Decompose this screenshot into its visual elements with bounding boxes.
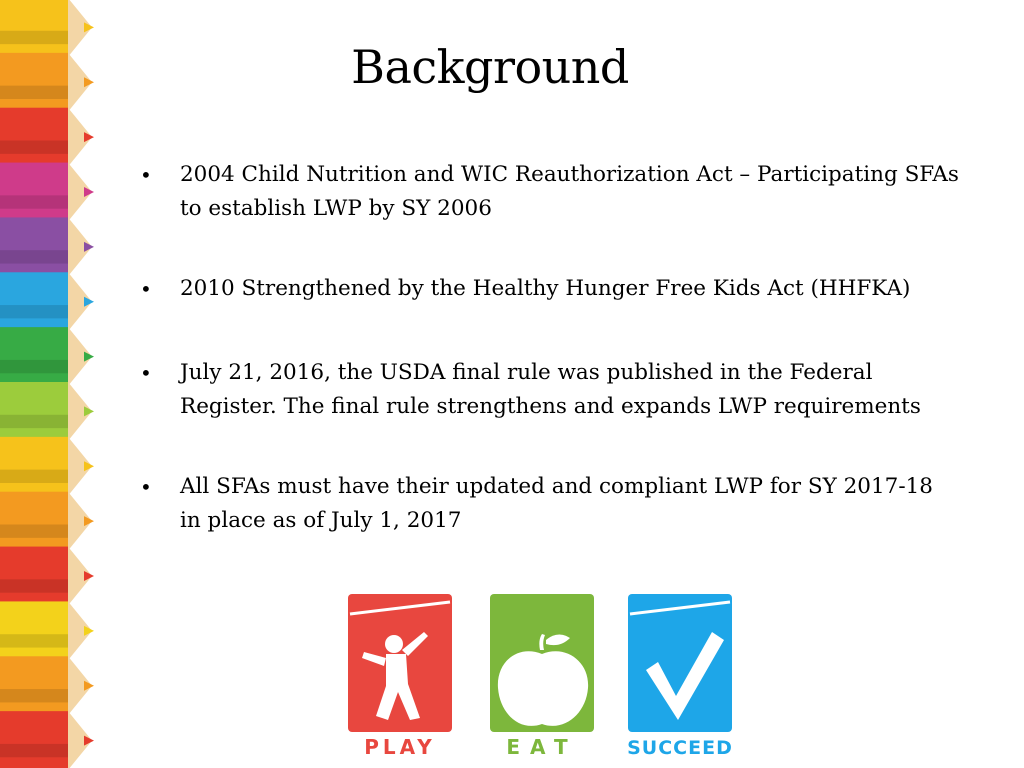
- bullet-icon: •: [140, 277, 152, 301]
- pencil-icon: [0, 711, 94, 768]
- bullet-list: [140, 158, 960, 584]
- bullet-item: [140, 272, 960, 306]
- pencil-icon: [0, 327, 94, 386]
- pencil-icon: [0, 217, 94, 276]
- colored-pencils-border: [0, 0, 110, 768]
- eat-logo: [488, 592, 598, 762]
- pencil-icon: [0, 53, 94, 112]
- succeed-logo-label: SUCCEED: [627, 737, 733, 759]
- bullet-icon: •: [140, 475, 152, 499]
- succeed-logo: [612, 592, 752, 762]
- bullet-item: [140, 158, 960, 226]
- play-logo-label: PLAY: [364, 735, 436, 759]
- pencil-icon: [0, 656, 94, 715]
- bullet-text: July 21, 2016, the USDA final rule was published in the Federal Register. The final rule strengthens and expands LWP requirements: [180, 360, 921, 419]
- pencil-icon: [0, 547, 94, 606]
- bullet-text: 2004 Child Nutrition and WIC Reauthorization Act – Participating SFAs to establish LWP by SY 2006: [180, 162, 959, 221]
- bullet-icon: •: [140, 361, 152, 385]
- pencil-icon: [0, 272, 94, 331]
- pencil-icon: [0, 601, 94, 660]
- bullet-icon: •: [140, 163, 152, 187]
- pencil-icon: [0, 0, 94, 57]
- bullet-text: All SFAs must have their updated and compliant LWP for SY 2017-18 in place as of July 1, 2017: [180, 474, 933, 533]
- pencil-icon: [0, 437, 94, 496]
- pencil-icon: [0, 108, 94, 167]
- eat-logo-label: EAT: [506, 735, 578, 759]
- play-logo: [346, 592, 456, 762]
- bullet-item: [140, 470, 960, 538]
- pencil-icon: [0, 382, 94, 441]
- bullet-item: [140, 356, 960, 424]
- pencil-icon: [0, 492, 94, 551]
- bullet-text: 2010 Strengthened by the Healthy Hunger Free Kids Act (HHFKA): [180, 276, 911, 301]
- pencil-icon: [0, 163, 94, 222]
- slide-title: Background: [351, 40, 629, 94]
